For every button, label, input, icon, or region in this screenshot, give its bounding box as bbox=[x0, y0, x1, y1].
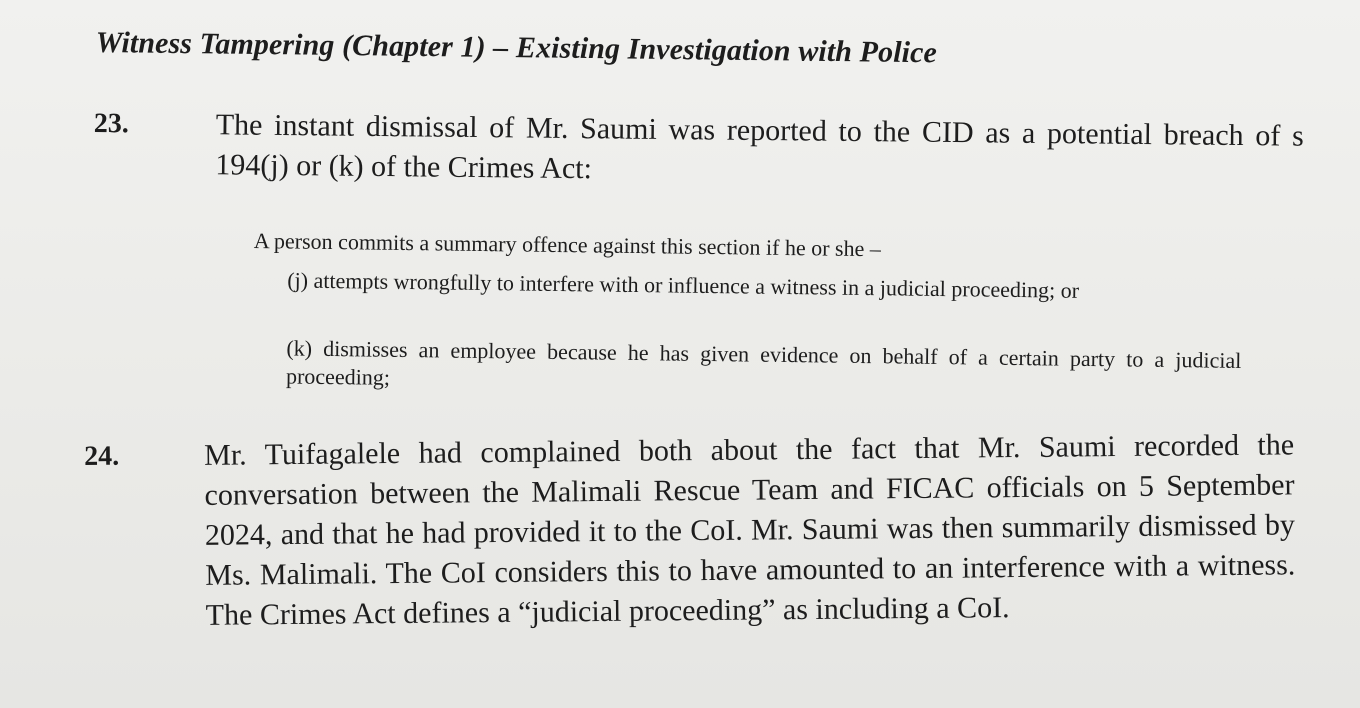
statute-quote bbox=[252, 228, 1254, 421]
quote-intro: A person commits a summary offence against this section if he or she – bbox=[253, 228, 882, 262]
paragraph-24 bbox=[84, 425, 1306, 697]
paragraph-text: The instant dismissal of Mr. Saumi was reported to the CID as a potential breach of s 194(j) or (k) of the Crimes Act: bbox=[215, 108, 1304, 186]
paragraph-number: 23. bbox=[93, 107, 129, 140]
paragraph-23 bbox=[93, 104, 1314, 207]
paragraph-number: 24. bbox=[84, 440, 120, 472]
section-heading: Witness Tampering (Chapter 1) – Existing Investigation with Police bbox=[95, 26, 938, 70]
quote-item-j: (j) attempts wrongfully to interfere with or influence a witness in a judicial proceeding; or bbox=[287, 267, 1080, 303]
quote-item-k: (k) dismisses an employee because he has given evidence on behalf of a certain party to a judicial proceeding; bbox=[285, 335, 1242, 390]
paragraph-text: Mr. Tuifagalele had complained both about the fact that Mr. Saumi recorded the conversation between the Malimali Rescue Team and FICAC officials on 5 September 2024, and that he had provided it to the CoI. Mr. Saumi was then summarily dismissed by Ms. Malimali. The CoI considers this to have amounted to an interference with a witness. The Crimes Act defines a “judicial proceeding” as including a CoI. bbox=[204, 428, 1296, 632]
